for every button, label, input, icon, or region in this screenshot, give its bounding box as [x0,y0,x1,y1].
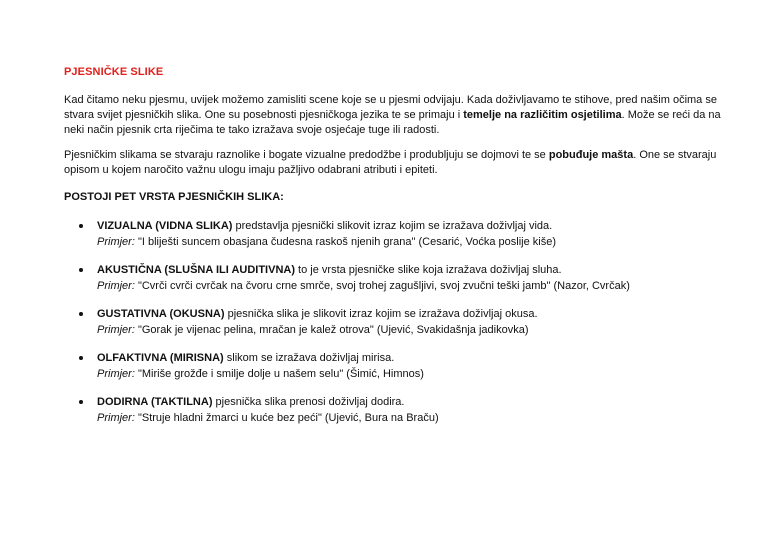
second-text-2: . One se stvaraju opisom u kojem naročito važnu ulogu imaju pažljivo odabrani atributi i epiteti. [64,149,717,176]
list-item [79,350,729,382]
types-heading: POSTOJI PET VRSTA PJESNIČKIH SLIKA: [64,191,284,203]
example-label: Primjer: [97,324,135,336]
list-item [79,306,729,338]
type-desc: to je vrsta pjesničke slike koja izražava doživljaj sluha. [295,264,562,276]
example-text: "Cvrči cvrči cvrčak na čvoru crne smrče, svoj trohej zagušljivi, svoj zvučni teški jamb" (Nazor, Cvrčak) [134,280,630,292]
intro-text-1: Kad čitamo neku pjesmu, uvijek možemo zamisliti scene koje se u pjesmi odvijaju. Kada doživljavamo te stihove, pred našim očima se stvara svijet pjesničkih slika. One su posebnosti pjesničkoga jezika te se primaju i [64,94,717,121]
example-text: "Gorak je vijenac pelina, mračan je kalež otrova" (Ujević, Svakidašnja jadikovka) [134,324,529,336]
bullet-icon [79,224,83,228]
intro-paragraph [64,93,724,138]
bullet-icon [79,312,83,316]
list-item [79,218,729,250]
example-line [97,322,729,338]
document-title: PJESNIČKE SLIKE [64,66,164,78]
example-label: Primjer: [97,280,135,292]
type-name: GUSTATIVNA (OKUSNA) [97,308,225,320]
type-desc: pjesnička slika prenosi doživljaj dodira. [212,396,405,408]
intro-text-2: . Može se reći da na neki način pjesnik crta riječima te tako izražava svoje osjećaje tuge ili radosti. [64,109,721,136]
example-label: Primjer: [97,368,135,380]
example-text: "I bliješti suncem obasjana čudesna raskoš njenih grana" (Cesarić, Voćka poslije kiše) [134,236,557,248]
type-desc: predstavlja pjesnički slikovit izraz kojim se izražava doživljaj vida. [232,220,553,232]
type-name: DODIRNA (TAKTILNA) [97,396,213,408]
example-line [97,278,729,294]
bullet-icon [79,268,83,272]
example-label: Primjer: [97,412,135,424]
type-desc: pjesnička slika je slikovit izraz kojim se izražava doživljaj okusa. [224,308,538,320]
type-name: OLFAKTIVNA (MIRISNA) [97,352,224,364]
second-bold: pobuđuje mašta [548,149,634,161]
example-label: Primjer: [97,236,135,248]
list-item [79,262,729,294]
example-line [97,234,729,250]
example-text: "Struje hladni žmarci u kuće bez peći" (Ujević, Bura na Braču) [134,412,439,424]
type-name: VIZUALNA (VIDNA SLIKA) [97,220,233,232]
intro-bold: temelje na različitim osjetilima [463,109,622,121]
type-desc: slikom se izražava doživljaj mirisa. [223,352,395,364]
second-paragraph [64,148,724,178]
example-text: "Miriše grožđe i smilje dolje u našem selu" (Šimić, Himnos) [134,368,424,380]
type-name: AKUSTIČNA (SLUŠNA ILI AUDITIVNA) [97,264,295,276]
example-line [97,366,729,382]
second-text-1: Pjesničkim slikama se stvaraju raznolike i bogate vizualne predodžbe i produbljuju se dojmovi te se [64,149,549,161]
list-item [79,394,729,426]
bullet-icon [79,356,83,360]
example-line [97,410,729,426]
bullet-icon [79,400,83,404]
types-list [79,218,729,438]
